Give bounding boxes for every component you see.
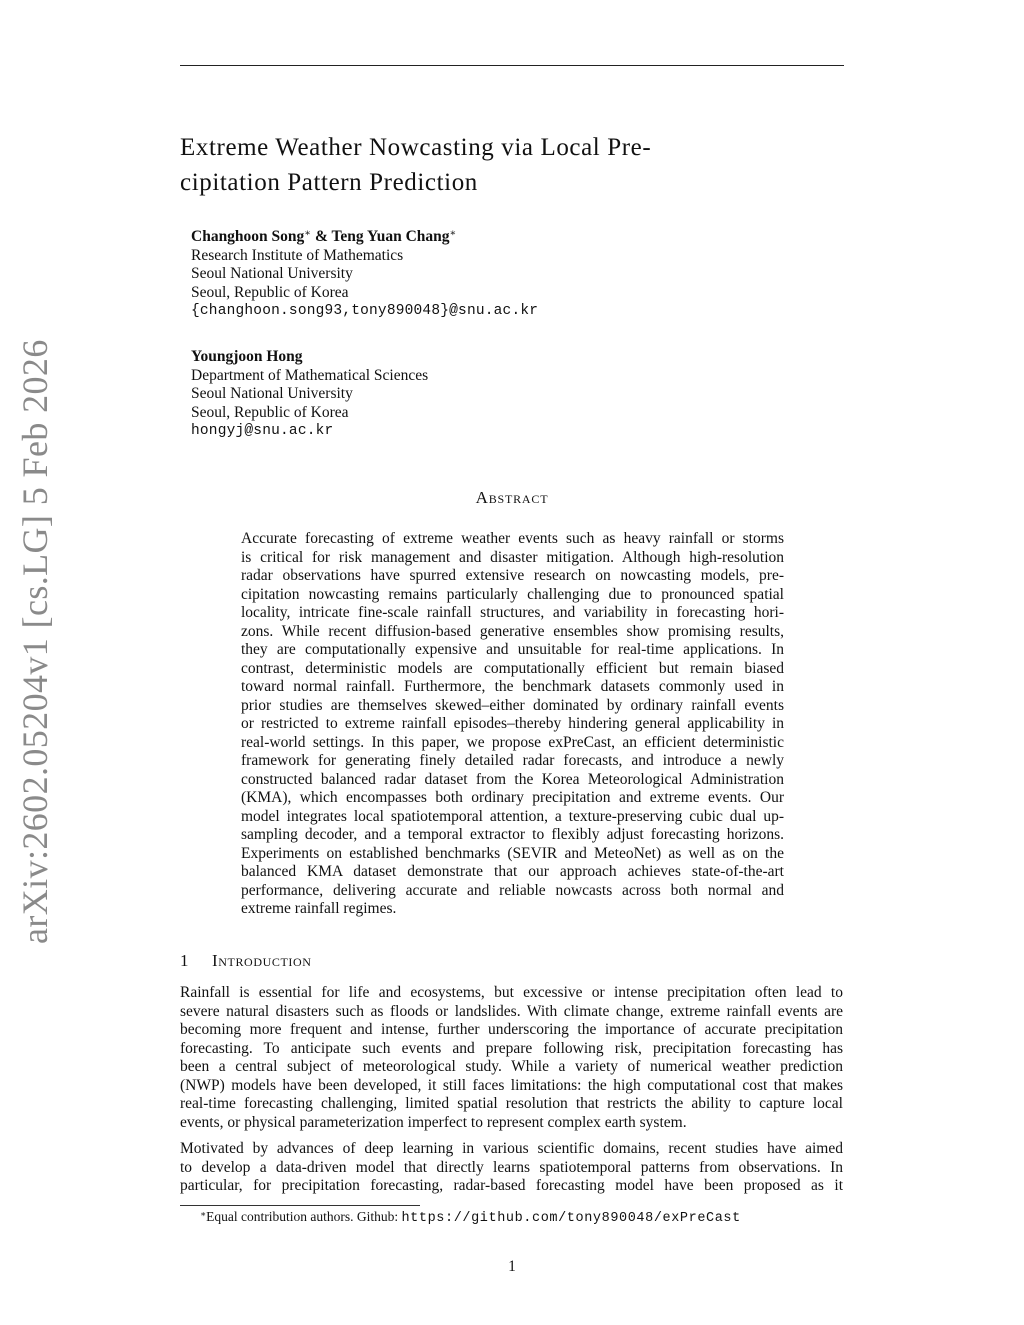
section-number: 1 [180,951,190,970]
abstract-line: framework for generating finely detailed radar forecasts, and introduce a newly [241,752,784,769]
paragraph-line: been a central subject of meteorological study. While a variety of numerical weather prediction [180,1058,843,1075]
abstract-line: prior studies are themselves skewed–either dominated by ordinary rainfall events [241,696,784,714]
section-heading-introduction [180,951,312,971]
paragraph-line: Rainfall is essential for life and ecosystems, but excessive or intense precipitation often lead to [180,984,843,1001]
abstract-line: balanced KMA dataset demonstrate that our approach achieves state-of-the-art [241,863,784,880]
footnote-rule [180,1205,420,1206]
abstract-line: is critical for risk management and disaster mitigation. Although high-resolution [241,548,784,566]
abstract-line: locality, intricate fine-scale rainfall structures, and variability in forecasting hori- [241,604,784,621]
paragraph-line: Motivated by advances of deep learning in various scientific domains, recent studies have aimed [180,1140,843,1157]
abstract-line: performance, delivering accurate and reliable nowcasts across both normal and [241,881,784,899]
paper-title-line: cipitation Pattern Prediction [180,169,478,196]
abstract-line: they are computationally expensive and unsuitable for real-time applications. In [241,641,784,658]
abstract-line: cipitation nowcasting remains particularly challenging due to pronounced spatial [241,585,784,603]
author-name: & Teng Yuan Chang [311,228,450,245]
abstract-line: extreme rainfall regimes. [241,900,397,917]
footnote [200,1208,741,1228]
paragraph-line: real-time forecasting challenging, limited spatial resolution that restricts the ability to capture local [180,1095,843,1112]
author-affiliation: Research Institute of Mathematics [191,246,404,264]
abstract-line: radar observations have spurred extensive research on nowcasting models, pre- [241,567,784,584]
abstract-body [241,530,784,919]
author-university: Seoul National University [191,265,353,282]
author-block [191,348,711,441]
abstract-line: zons. While recent diffusion-based generative ensembles show promising results, [241,622,784,640]
paper-title-line: Extreme Weather Nowcasting via Local Pre- [180,134,652,161]
author-email: {changhoon.song93,tony890048}@snu.ac.kr [191,303,539,319]
top-rule [180,65,844,66]
github-link[interactable]: https://github.com/tony890048/exPreCast [401,1211,741,1226]
arxiv-identifier-stamp: arXiv:2602.05204v1 [cs.LG] 5 Feb 2026 [15,339,55,944]
paragraph-line: severe natural disasters such as floods or landslides. With climate change, extreme rainfall events are [180,1002,843,1020]
abstract-line: model integrates local spatiotemporal attention, a texture-preserving cubic dual up- [241,807,784,825]
abstract-line: sampling decoder, and a temporal extractor to flexibly adjust forecasting horizons. [241,826,784,843]
author-name: Youngjoon Hong [191,348,303,365]
author-location: Seoul, Republic of Korea [191,283,349,301]
footnote-mark: ∗ [200,1209,207,1219]
section-title: Introduction [212,951,312,970]
author-email: hongyj@snu.ac.kr [191,423,334,439]
paragraph-line: to develop a data-driven model that directly learns spatiotemporal patterns from observations. In [180,1158,843,1176]
paragraph-line: particular, for precipitation forecasting, radar-based forecasting model have been proposed as it [180,1177,843,1194]
abstract-line: Accurate forecasting of extreme weather events such as heavy rainfall or storms [241,530,784,547]
introduction-paragraph [180,1140,843,1196]
page-number: 1 [508,1258,516,1275]
abstract-line: (KMA), which encompasses both ordinary precipitation and extreme events. Our [241,789,784,806]
author-affiliation: Department of Mathematical Sciences [191,366,429,384]
footnote-text: Equal contribution authors. Github: [206,1209,402,1224]
abstract-line: toward normal rainfall. Furthermore, the benchmark datasets commonly used in [241,678,784,695]
abstract-line: real-world settings. In this paper, we propose exPreCast, an efficient deterministic [241,733,784,751]
paragraph-line: becoming more frequent and intense, further underscoring the importance of accurate precipitation [180,1021,843,1038]
abstract-line: constructed balanced radar dataset from the Korea Meteorological Administration [241,770,784,788]
author-location: Seoul, Republic of Korea [191,403,349,421]
abstract-line: or restricted to extreme rainfall episodes–thereby hindering general applicability in [241,715,784,732]
paper-title [180,130,850,200]
author-names [191,228,711,247]
equal-contribution-mark: ∗ [449,228,457,239]
author-block [191,228,711,321]
abstract-heading: Abstract [475,488,549,507]
author-name: Changhoon Song [191,228,305,245]
equal-contribution-mark: ∗ [304,228,312,239]
paragraph-line: forecasting. To anticipate such events and prepare following risk, precipitation forecasting has [180,1039,843,1057]
abstract-line: contrast, deterministic models are computationally efficient but remain biased [241,659,784,677]
author-university: Seoul National University [191,385,353,402]
paragraph-line: (NWP) models have been developed, it still faces limitations: the high computational cost that makes [180,1076,843,1094]
abstract-line: Experiments on established benchmarks (SEVIR and MeteoNet) as well as on the [241,844,784,862]
paragraph-line: events, or physical parameterization imperfect to represent complex earth system. [180,1113,687,1131]
introduction-paragraph [180,984,843,1132]
